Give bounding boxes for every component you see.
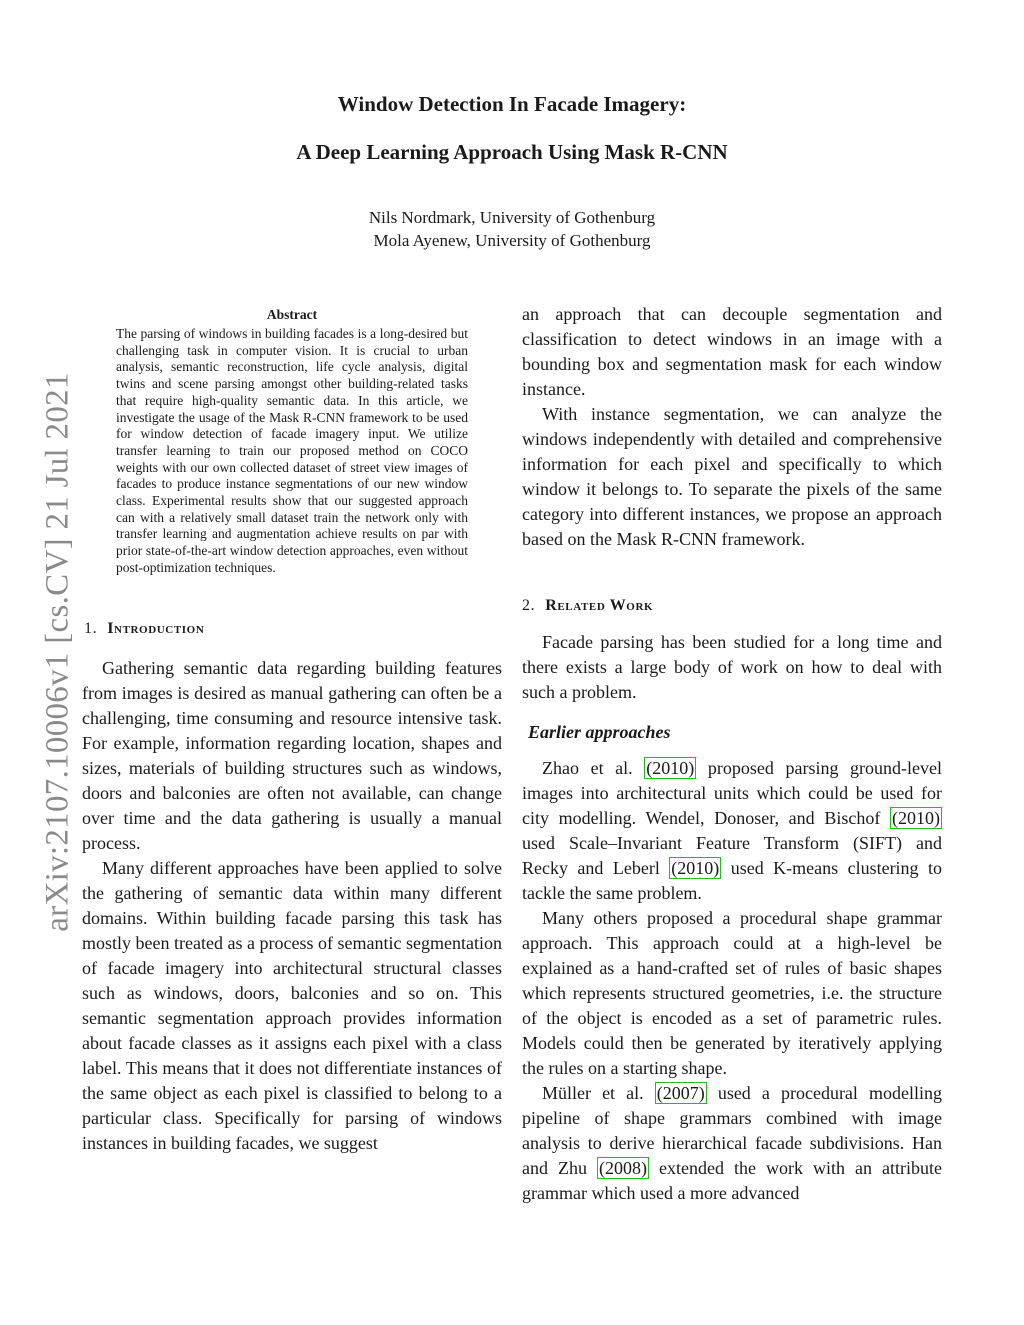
section-title: Related Work xyxy=(545,597,654,614)
text-fragment: Müller et al. xyxy=(542,1083,644,1103)
section-heading-introduction xyxy=(84,620,204,638)
citation-link[interactable]: (2008) xyxy=(599,1158,648,1178)
intro-paragraph-1: Gathering semantic data regarding building features from images is desired as manual gathering can often be a challenging, time consuming and resource intensive task. For example, information regarding location, shapes and sizes, materials of building structures such as windows, doors and balconies are often not available, can change over time and the data gathering is usually a manual process. xyxy=(82,658,502,853)
text-fragment: Zhao et al. xyxy=(542,758,633,778)
text-fragment: used Scale–Invariant Feature Transform (SIFT) and Recky and Leberl xyxy=(522,833,942,878)
text-fragment: proposed parsing ground-level images into architectural units which could be used for city modelling. Wendel, Donoser, and Bischof xyxy=(522,758,943,828)
related-paragraph-2 xyxy=(522,756,942,906)
paper-title-line-1: Window Detection In Facade Imagery: xyxy=(337,92,687,116)
section-heading-related-work xyxy=(522,597,653,615)
intro-cont-paragraph-1: an approach that can decouple segmentation and classification to detect windows in an image with a bounding box and segmentation mask for each window instance. xyxy=(522,304,942,399)
text-fragment: used a procedural modelling pipeline of shape grammars combined with image analysis to derive hierarchical facade subdivisions. Han and Zhu xyxy=(522,1083,942,1178)
text-fragment: used K-means clustering to tackle the same problem. xyxy=(522,858,943,903)
text-fragment: extended the work with an attribute grammar which used a more advanced xyxy=(522,1158,943,1203)
abstract-text: The parsing of windows in building facades is a long-desired but challenging task in computer vision. It is crucial to urban analysis, semantic reconstruction, life cycle analysis, digital twins and scene parsing amongst other building-related tasks that require high-quality semantic data. In this article, we investigate the usage of the Mask R-CNN framework to be used for window detection of facade imagery input. We utilize transfer learning to train our proposed method on COCO weights with our own collected dataset of street view images of facades to produce instance segmentations of our new window class. Experimental results show that our suggested approach can with a relatively small dataset train the network only with transfer learning and augmentation achieve results on par with prior state-of-the-art window detection approaches, even without post-optimization techniques. xyxy=(116,326,468,575)
citation-link[interactable]: (2010) xyxy=(892,808,941,828)
intro-cont-paragraph-2: With instance segmentation, we can analyze the windows independently with detailed and comprehensive information for each pixel and specifically to which window it belongs to. To separate the pixels of the same category into different instances, we propose an approach based on the Mask R-CNN framework. xyxy=(522,404,942,549)
introduction-continued xyxy=(522,302,942,552)
subsection-heading-earlier-approaches: Earlier approaches xyxy=(528,722,671,742)
intro-paragraph-2: Many different approaches have been applied to solve the gathering of semantic data within many different domains. Within building facade parsing this task has mostly been treated as a process of semantic segmentation of facade imagery into architectural structural classes such as windows, doors, balconies and so on. This semantic segmentation approach provides information about facade classes as it assigns each pixel with a class label. This means that it does not differentiate instances of the same object as each pixel is classified to belong to a particular class. Specifically for parsing of windows instances in building facades, we suggest xyxy=(82,858,502,1153)
citation-link[interactable]: (2010) xyxy=(671,858,720,878)
related-work-intro xyxy=(522,630,942,705)
author-1: Nils Nordmark, University of Gothenburg xyxy=(368,208,656,227)
section-title: Introduction xyxy=(107,620,205,637)
related-paragraph-4 xyxy=(522,1081,942,1206)
citation-link[interactable]: (2010) xyxy=(646,758,695,778)
introduction-body xyxy=(82,656,502,1156)
section-number: 1. xyxy=(84,620,98,637)
abstract-heading: Abstract xyxy=(266,307,318,322)
related-paragraph-1: Facade parsing has been studied for a long time and there exists a large body of work on how to deal with such a problem. xyxy=(522,632,942,702)
earlier-approaches-body xyxy=(522,756,942,1206)
related-paragraph-3: Many others proposed a procedural shape grammar approach. This approach could at a high-level be explained as a hand-crafted set of rules of basic shapes which represents structured geometries, i.e. the structure of the object is encoded as a set of parametric rules. Models could then be generated by iteratively applying the rules on a starting shape. xyxy=(522,908,942,1078)
citation-link[interactable]: (2007) xyxy=(656,1083,705,1103)
arxiv-identifier[interactable]: arXiv:2107.10006v1 [cs.CV] 21 Jul 2021 xyxy=(39,372,76,932)
paper-title-line-2: A Deep Learning Approach Using Mask R-CNN xyxy=(296,140,728,164)
section-number: 2. xyxy=(522,597,536,614)
author-2: Mola Ayenew, University of Gothenburg xyxy=(373,231,651,250)
